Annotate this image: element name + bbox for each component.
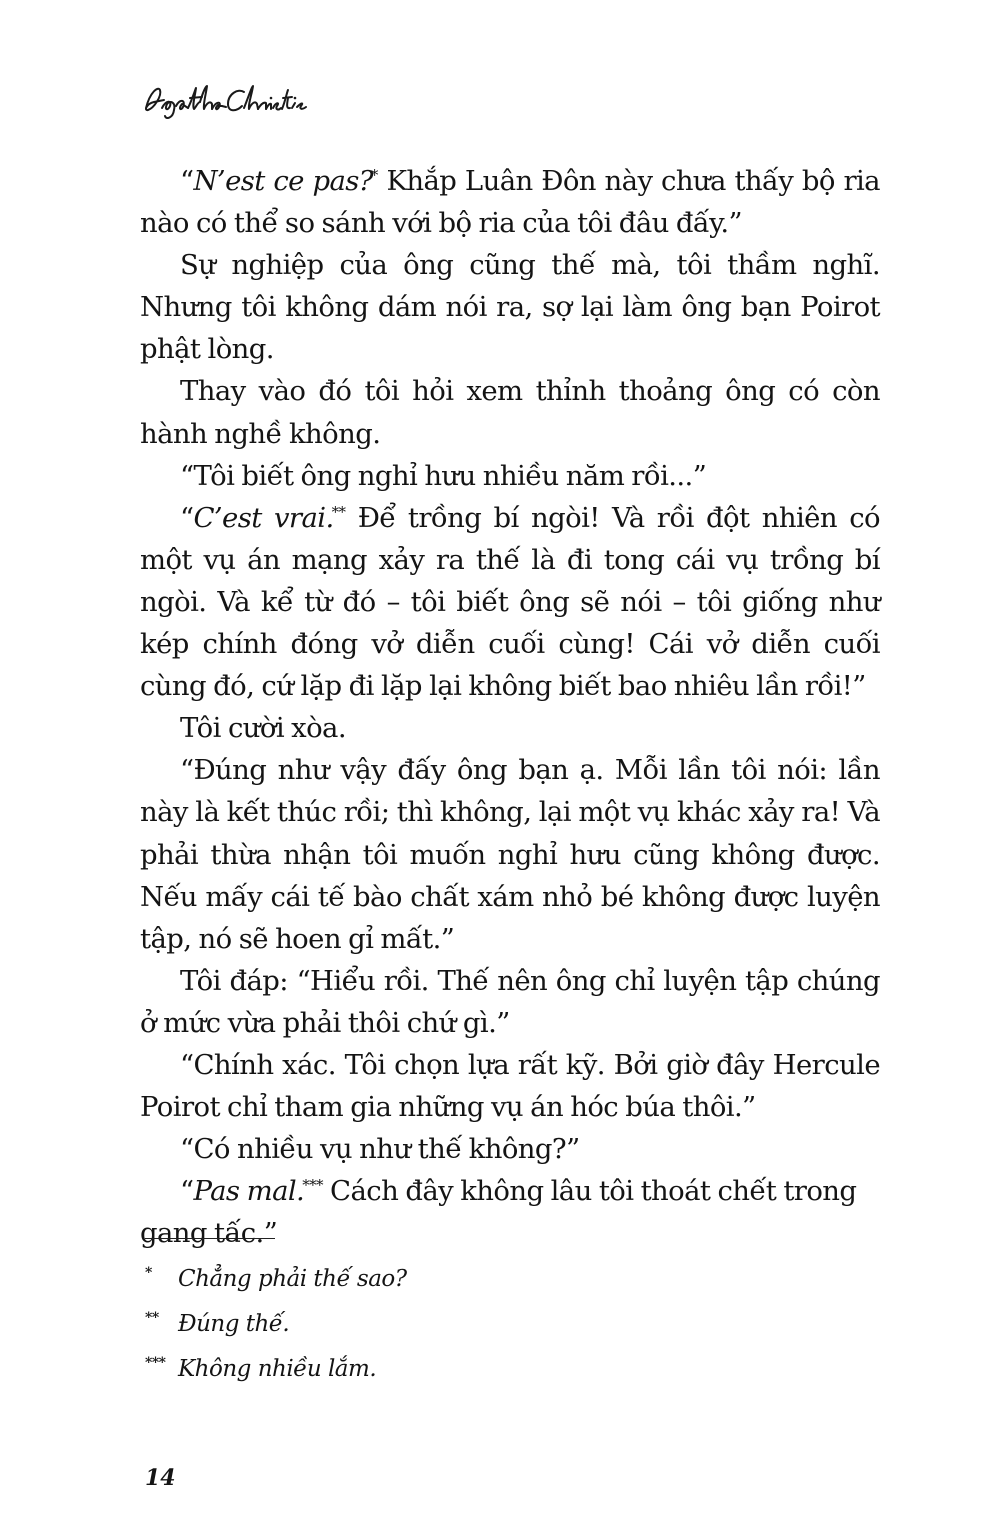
paragraph-text: Cách đây không lâu tôi thoát chết trong gang tấc.” (140, 1175, 857, 1250)
footnotes (145, 1258, 845, 1393)
paragraph (140, 160, 880, 244)
paragraph (140, 1170, 880, 1254)
paragraph-text: Khắp Luân Đôn này chưa thấy bộ ria nào có thể so sánh với bộ ria của tôi đâu đấy.” (140, 165, 880, 240)
paragraph: “Đúng như vậy đấy ông bạn ạ. Mỗi lần tôi nói: lần này là kết thúc rồi; thì không, lại một vụ khác xảy ra! Và phải thừa nhận tôi muốn nghỉ hưu cũng không được. Nếu mấy cái tế bào chất xám nhỏ bé không được luyện tập, nó sẽ hoen gỉ mất.” (140, 754, 880, 955)
paragraph-text: Để trồng bí ngòi! Và rồi đột nhiên có một vụ án mạng xảy ra thế là đi tong cái vụ trồng bí ngòi. Và kể từ đó – tôi biết ông sẽ nói – tôi giống như kép chính đóng vở diễn cuối cùng! Cái vở diễn cuối cùng đó, cứ lặp đi lặp lại không biết bao nhiêu lần rồi!” (140, 501, 880, 703)
paragraph: Sự nghiệp của ông cũng thế mà, tôi thầm nghĩ. Nhưng tôi không dám nói ra, sợ lại làm ông bạn Poirot phật lòng. (140, 249, 880, 366)
paragraph: Tôi đáp: “Hiểu rồi. Thế nên ông chỉ luyện tập chúng ở mức vừa phải thôi chứ gì.” (140, 964, 880, 1039)
main-text (140, 160, 880, 1254)
french-phrase: Pas mal. (193, 1175, 305, 1208)
paragraph: Tôi cười xòa. (180, 712, 346, 745)
quote-mark: “ (180, 165, 194, 197)
paragraph: “Tôi biết ông nghỉ hưu nhiều năm rồi...” (180, 459, 707, 492)
french-phrase: C’est vrai. (193, 501, 334, 534)
footnote-mark: ** (145, 1310, 159, 1326)
footnote-divider (145, 1238, 275, 1239)
footnote (145, 1348, 845, 1393)
paragraph: “Chính xác. Tôi chọn lựa rất kỹ. Bởi giờ đây Hercule Poirot chỉ tham gia những vụ án hóc búa thôi.” (140, 1048, 880, 1124)
french-phrase: N’est ce pas? (193, 165, 373, 197)
author-signature (140, 78, 310, 122)
quote-mark: “ (180, 1175, 194, 1208)
footnote-text: Không nhiều lắm. (178, 1356, 377, 1382)
footnote-text: Chẳng phải thế sao? (178, 1266, 407, 1292)
signature-icon (140, 78, 310, 122)
page-number: 14 (145, 1465, 176, 1491)
quote-mark: “ (180, 501, 194, 534)
footnote (145, 1258, 845, 1303)
paragraph: Thay vào đó tôi hỏi xem thỉnh thoảng ông có còn hành nghề không. (140, 375, 880, 450)
footnote-mark: *** (145, 1355, 166, 1371)
footnote-reference: *** (302, 1176, 323, 1195)
footnote-mark: * (145, 1265, 152, 1281)
paragraph: “Có nhiều vụ như thế không?” (180, 1133, 580, 1166)
footnote-reference: * (370, 166, 378, 184)
footnote-text: Đúng thế. (178, 1311, 290, 1337)
footnote-reference: ** (331, 502, 346, 521)
footnote (145, 1303, 845, 1348)
paragraph (140, 497, 880, 707)
